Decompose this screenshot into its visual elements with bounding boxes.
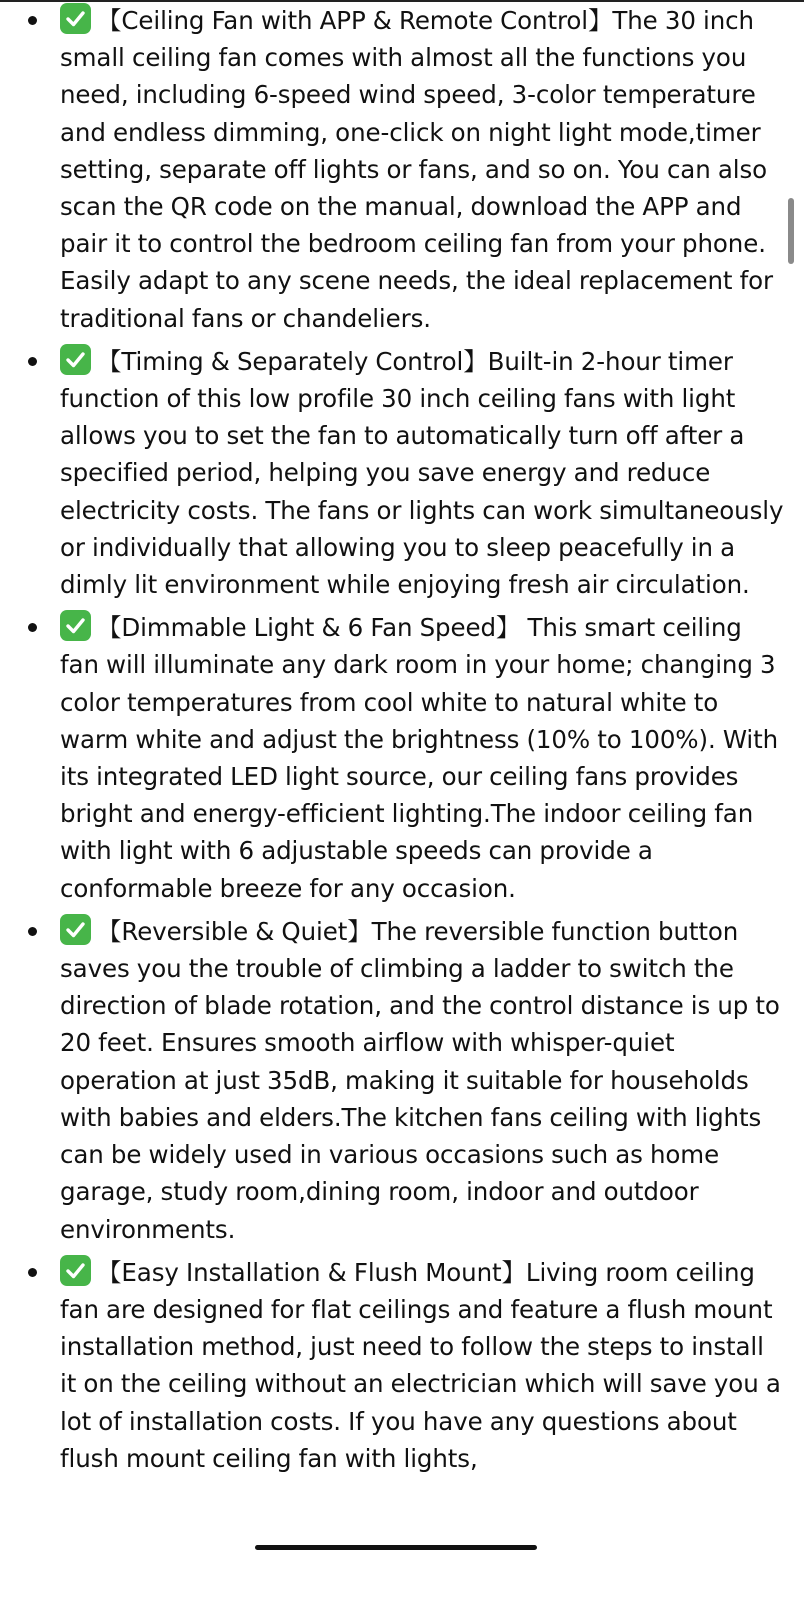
feature-text: The 30 inch small ceiling fan comes with almost all the functions you need, including 6-speed wind speed, 3-color temperature and endless dimming, one-click on night light mode,timer setting, separate off lights or fans, and so on. You can also scan the QR code on the manual, download the APP and pair it to control the bedroom ceiling fan from your phone. Easily adapt to any scene needs, the ideal replacement for traditional fans or chandeliers. <box>60 6 773 333</box>
feature-title: 【Dimmable Light & 6 Fan Speed】 <box>97 613 521 643</box>
feature-title: 【Timing & Separately Control】 <box>97 346 488 376</box>
feature-title: 【Reversible & Quiet】 <box>97 916 372 946</box>
bullet-dot-icon <box>28 357 37 366</box>
scrub-indicator[interactable] <box>255 1545 537 1550</box>
check-mark-icon <box>60 914 91 945</box>
check-mark-icon <box>60 1255 91 1286</box>
feature-bullet <box>0 609 804 907</box>
feature-title: 【Easy Installation & Flush Mount】 <box>97 1257 526 1287</box>
bullet-dot-icon <box>28 927 37 936</box>
feature-text: The reversible function button saves you the trouble of climbing a ladder to switch the direction of blade rotation, and the control distance is up to 20 feet. Ensures smooth airflow with whisper-quiet operation at just 35dB, making it suitable for households with babies and elders.The kitchen fans ceiling with lights can be widely used in various occasions such as home garage, study room,dining room, indoor and outdoor environments. <box>60 916 780 1244</box>
feature-bullet <box>0 913 804 1248</box>
feature-text: Built-in 2-hour timer function of this low profile 30 inch ceiling fans with light allows you to set the fan to automatically turn off after a specified period, helping you save energy and reduce electricity costs. The fans or lights can work simultaneously or individually that allowing you to sleep peacefully in a dimly lit environment while enjoying fresh air circulation. <box>60 346 784 600</box>
check-mark-icon <box>60 610 91 641</box>
feature-bullet <box>0 1254 804 1477</box>
scrollbar-thumb[interactable] <box>788 198 794 264</box>
feature-bullet-list <box>0 2 804 1483</box>
feature-bullet <box>0 2 804 337</box>
feature-title: 【Ceiling Fan with APP & Remote Control】 <box>97 6 613 35</box>
bullet-dot-icon <box>28 16 37 25</box>
feature-text: Living room ceiling fan are designed for flat ceilings and feature a flush mount installation method, just need to follow the steps to install it on the ceiling without an electrician which will save you a lot of installation costs. If you have any questions about flush mount ceiling fan with lights, <box>60 1257 781 1473</box>
feature-text: This smart ceiling fan will illuminate any dark room in your home; changing 3 color temperatures from cool white to natural white to warm white and adjust the brightness (10% to 100%). With its integrated LED light source, our ceiling fans provides bright and energy-efficient lighting.The indoor ceiling fan with light with 6 adjustable speeds can provide a conformable breeze for any occasion. <box>60 613 779 903</box>
bullet-dot-icon <box>28 1268 37 1277</box>
check-mark-icon <box>60 344 91 375</box>
check-mark-icon <box>60 3 91 34</box>
bullet-dot-icon <box>28 623 37 632</box>
feature-bullet <box>0 343 804 603</box>
